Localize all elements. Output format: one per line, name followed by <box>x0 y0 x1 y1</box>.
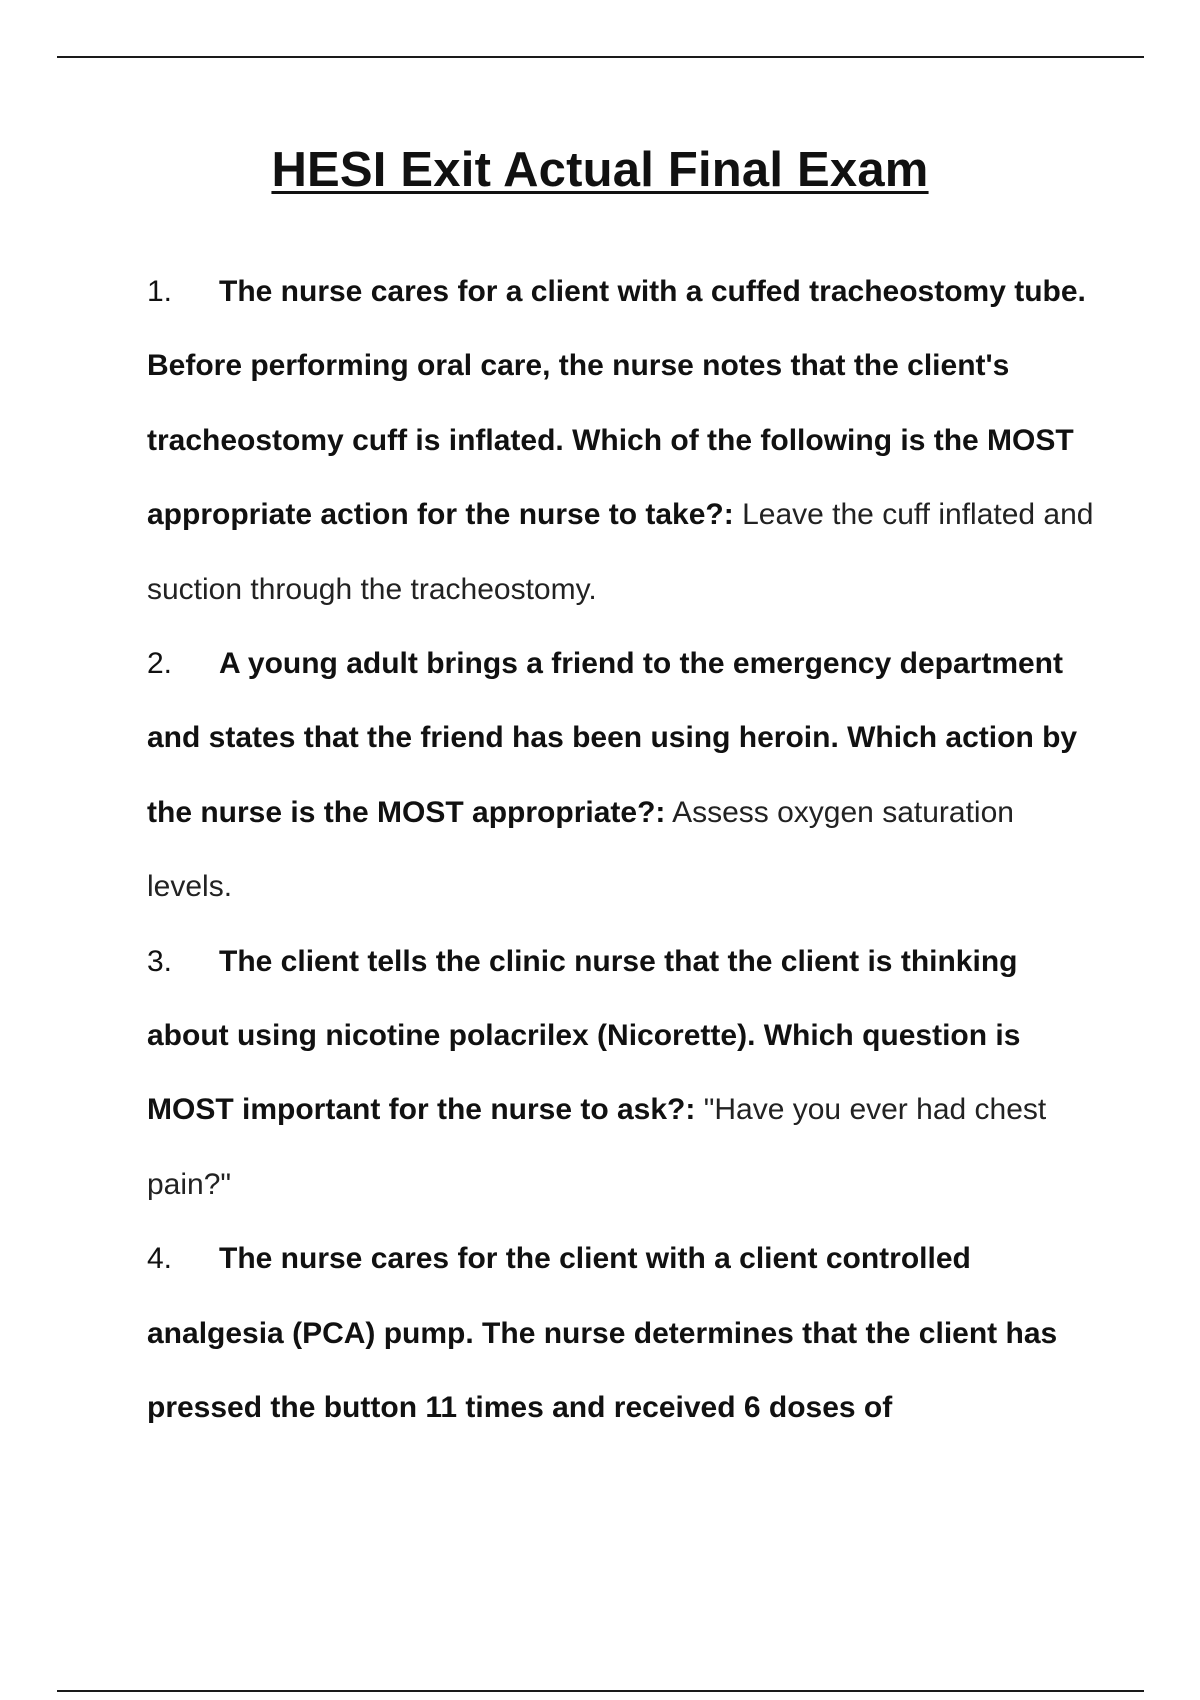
question-answer: Leave the cuff inflated and suction through the tracheostomy. <box>147 498 1094 606</box>
question-item <box>147 255 1097 627</box>
question-number: 2. <box>147 647 173 681</box>
question-answer: Assess oxygen saturation levels. <box>147 795 1014 904</box>
question-number: 3. <box>147 944 173 978</box>
question-item <box>147 627 1097 925</box>
question-list <box>147 255 1097 1446</box>
question-text: The nurse cares for the client with a client controlled analgesia (PCA) pump. The nurse determines that the client has pressed the button 11 times and received 6 doses of <box>147 1242 1058 1425</box>
question-number: 4. <box>147 1242 173 1276</box>
question-number: 1. <box>147 275 173 308</box>
question-text: A young adult brings a friend to the emergency department and states that the friend has been using heroin. Which action by the nurse is the MOST appropriate?: <box>147 647 1078 829</box>
question-answer: "Have you ever had chest pain?" <box>147 1093 1047 1201</box>
question-item <box>147 925 1097 1223</box>
question-text: The client tells the clinic nurse that the client is thinking about using nicotine polacrilex (Nicorette). Which question is MOST important for the nurse to ask?: <box>147 944 1021 1127</box>
page-title: HESI Exit Actual Final Exam <box>271 143 929 197</box>
bottom-rule <box>57 1690 1144 1692</box>
question-item <box>147 1222 1097 1445</box>
question-text: The nurse cares for a client with a cuffed tracheostomy tube. Before performing oral care, the nurse notes that the client's tracheostomy cuff is inflated. Which of the following is the MOST appropriate action for the nurse to take?: <box>147 275 1086 532</box>
top-rule <box>57 56 1144 58</box>
